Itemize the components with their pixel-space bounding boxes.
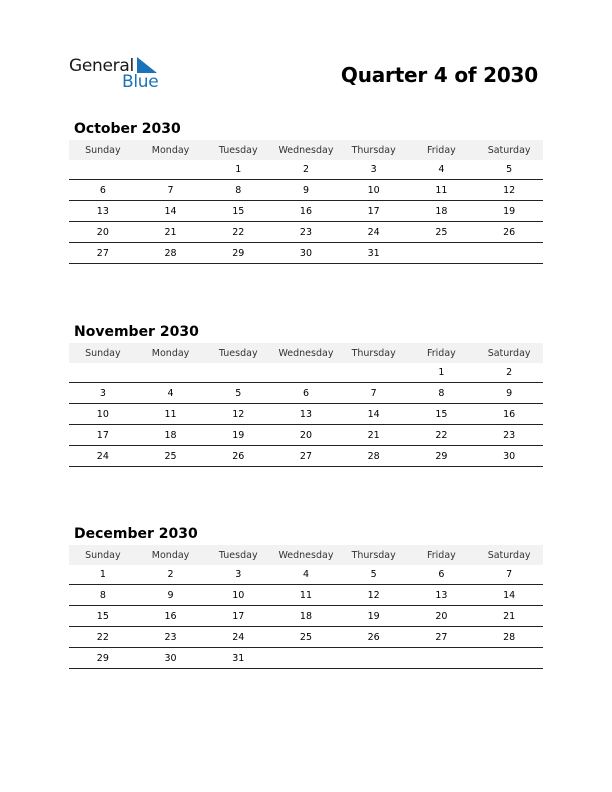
month-october [69,118,543,264]
day-cell: 14 [475,585,543,606]
weekday-header: Saturday [475,545,543,565]
day-cell: 17 [340,201,408,222]
logo [69,56,169,92]
day-cell: 26 [204,446,272,467]
day-cell: 13 [69,201,137,222]
day-cell: 8 [69,585,137,606]
day-cell [340,363,408,383]
week-row [69,243,543,264]
day-cell: 29 [204,243,272,264]
day-cell: 23 [475,425,543,446]
day-cell: 12 [204,404,272,425]
day-cell: 3 [340,160,408,180]
day-cell: 13 [272,404,340,425]
weekday-header: Thursday [340,140,408,160]
day-cell: 16 [475,404,543,425]
day-cell: 24 [69,446,137,467]
day-cell: 15 [204,201,272,222]
day-cell: 24 [340,222,408,243]
day-cell [272,363,340,383]
weekday-header: Monday [137,140,205,160]
day-cell: 27 [408,627,476,648]
week-row [69,425,543,446]
day-cell: 11 [272,585,340,606]
page-title: Quarter 4 of 2030 [340,63,538,87]
day-cell [204,363,272,383]
day-cell: 25 [137,446,205,467]
week-row [69,446,543,467]
weekday-header: Wednesday [272,343,340,363]
day-cell: 14 [137,201,205,222]
day-cell: 5 [475,160,543,180]
weekday-header: Saturday [475,140,543,160]
weekday-header: Wednesday [272,140,340,160]
weekday-header: Saturday [475,343,543,363]
day-cell [408,648,476,669]
day-cell: 1 [69,565,137,585]
day-cell: 8 [408,383,476,404]
month-title: December 2030 [74,526,198,542]
month-december [69,523,543,669]
week-row [69,565,543,585]
logo-text-blue: Blue [122,72,159,92]
day-cell: 9 [272,180,340,201]
day-cell: 22 [69,627,137,648]
day-cell: 1 [204,160,272,180]
day-cell: 25 [408,222,476,243]
day-cell: 19 [340,606,408,627]
day-cell: 30 [137,648,205,669]
month-title: November 2030 [74,324,199,340]
day-cell: 21 [137,222,205,243]
weekday-header: Sunday [69,545,137,565]
day-cell: 7 [340,383,408,404]
day-cell: 24 [204,627,272,648]
day-cell [408,243,476,264]
weekday-header-row [69,545,543,565]
day-cell: 20 [272,425,340,446]
day-cell: 30 [272,243,340,264]
day-cell: 4 [272,565,340,585]
day-cell: 3 [204,565,272,585]
day-cell: 9 [137,585,205,606]
day-cell [69,363,137,383]
weekday-header: Monday [137,545,205,565]
day-cell: 3 [69,383,137,404]
day-cell: 16 [272,201,340,222]
day-cell: 9 [475,383,543,404]
day-cell: 19 [475,201,543,222]
day-cell: 19 [204,425,272,446]
day-cell: 15 [408,404,476,425]
weekday-header: Thursday [340,343,408,363]
weekday-header: Sunday [69,140,137,160]
week-row [69,363,543,383]
day-cell: 7 [137,180,205,201]
week-row [69,383,543,404]
day-cell: 31 [204,648,272,669]
day-cell: 17 [204,606,272,627]
day-cell: 11 [408,180,476,201]
calendar-table [69,140,543,264]
week-row [69,222,543,243]
day-cell [69,160,137,180]
weekday-header: Tuesday [204,343,272,363]
week-row [69,201,543,222]
weekday-header: Friday [408,343,476,363]
day-cell: 4 [137,383,205,404]
day-cell: 17 [69,425,137,446]
month-title: October 2030 [74,121,181,137]
day-cell: 20 [408,606,476,627]
day-cell: 28 [137,243,205,264]
weekday-header: Thursday [340,545,408,565]
day-cell: 22 [408,425,476,446]
day-cell: 21 [475,606,543,627]
day-cell: 26 [475,222,543,243]
day-cell: 28 [475,627,543,648]
day-cell: 10 [204,585,272,606]
day-cell: 18 [137,425,205,446]
day-cell: 28 [340,446,408,467]
day-cell: 18 [408,201,476,222]
day-cell: 11 [137,404,205,425]
day-cell: 18 [272,606,340,627]
week-row [69,606,543,627]
day-cell: 27 [272,446,340,467]
day-cell: 6 [272,383,340,404]
calendar-table [69,343,543,467]
day-cell: 30 [475,446,543,467]
day-cell: 23 [272,222,340,243]
day-cell: 23 [137,627,205,648]
day-cell: 2 [475,363,543,383]
day-cell: 27 [69,243,137,264]
weekday-header: Sunday [69,343,137,363]
weekday-header: Wednesday [272,545,340,565]
week-row [69,404,543,425]
logo-text-general: General [69,56,134,76]
day-cell [475,648,543,669]
day-cell: 6 [408,565,476,585]
week-row [69,648,543,669]
day-cell: 6 [69,180,137,201]
weekday-header-row [69,140,543,160]
day-cell: 8 [204,180,272,201]
day-cell: 16 [137,606,205,627]
day-cell [475,243,543,264]
weekday-header: Tuesday [204,545,272,565]
day-cell: 29 [69,648,137,669]
day-cell: 5 [204,383,272,404]
week-row [69,180,543,201]
day-cell [340,648,408,669]
day-cell: 14 [340,404,408,425]
week-row [69,160,543,180]
logo-triangle-icon [137,57,157,73]
day-cell: 20 [69,222,137,243]
day-cell [137,160,205,180]
day-cell: 10 [340,180,408,201]
weekday-header: Monday [137,343,205,363]
week-row [69,627,543,648]
weekday-header: Friday [408,140,476,160]
day-cell [137,363,205,383]
calendar-table [69,545,543,669]
day-cell: 13 [408,585,476,606]
day-cell: 5 [340,565,408,585]
day-cell: 10 [69,404,137,425]
day-cell: 22 [204,222,272,243]
day-cell: 12 [475,180,543,201]
day-cell: 2 [272,160,340,180]
day-cell: 25 [272,627,340,648]
day-cell: 1 [408,363,476,383]
day-cell: 29 [408,446,476,467]
day-cell: 12 [340,585,408,606]
day-cell: 15 [69,606,137,627]
day-cell: 2 [137,565,205,585]
week-row [69,585,543,606]
weekday-header: Tuesday [204,140,272,160]
day-cell: 21 [340,425,408,446]
day-cell: 7 [475,565,543,585]
day-cell: 26 [340,627,408,648]
weekday-header: Friday [408,545,476,565]
day-cell: 31 [340,243,408,264]
month-november [69,321,543,467]
day-cell: 4 [408,160,476,180]
weekday-header-row [69,343,543,363]
day-cell [272,648,340,669]
